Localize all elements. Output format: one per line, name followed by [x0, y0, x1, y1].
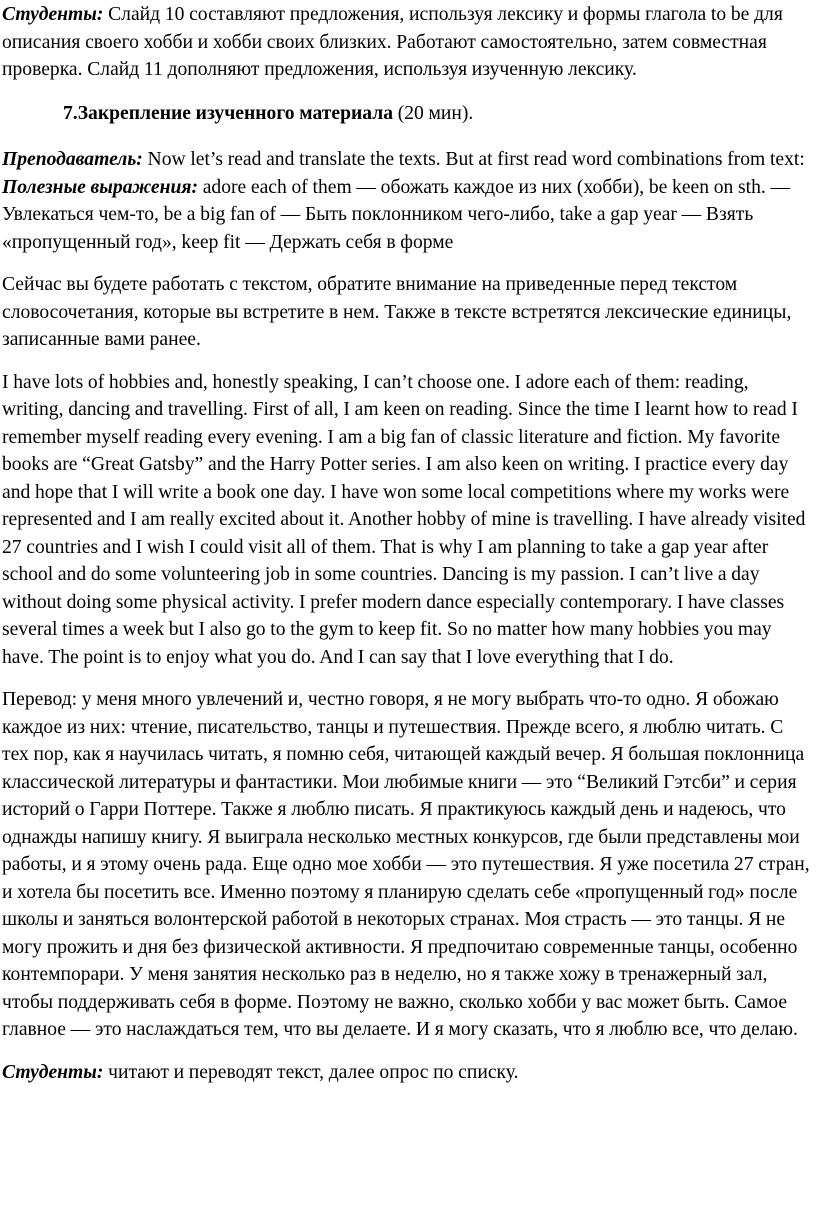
translation-paragraph: Перевод: у меня много увлечений и, честно говоря, я не могу выбрать что-то одно. Я обожаю каждое из них: чтение, писательство, танцы и путешествия. Прежде всего, я люблю читать. С тех пор, как я научилась читать, я помню себя, читающей каждый вечер. Я большая поклонница классической литературы и фантастики. Мои любимые книги — это “Великий Гэтсби” и серия историй о Гарри Поттере. Также я люблю писать. Я практикуюсь каждый день и надеюсь, что однажды напишу книгу. Я выиграла несколько местных конкурсов, где были представлены мои работы, и я этому очень рада. Еще одно мое хобби — это путешествия. Я уже посетила 27 стран, и хотела бы посетить все. Именно поэтому я планирую сделать себе «пропущенный год» после школы и заняться волонтерской работой в некоторых странах. Моя страсть — это танцы. Я не могу прожить и дня без физической активности. Я предпочитаю современные танцы, особенно контемпорари. У меня занятия несколько раз в неделю, но я также хожу в тренажерный зал, чтобы поддерживать себя в форме. Поэтому не важно, сколько хобби у вас может быть. Самое главное — это наслаждаться тем, что вы делаете. И я могу сказать, что я люблю все, что делаю. [2, 689, 810, 1040]
useful-expressions-text: adore each of them — обожать каждое из них (хобби), be keen on sth. — Увлекаться чем-то, be a big fan of — Быть поклонником чего-либо, take a gap year — Взять «пропущенный год», keep fit — Держать себя в форме [2, 176, 791, 253]
students-instruction-paragraph [2, 0, 814, 84]
section-heading-duration: (20 мин). [393, 102, 474, 124]
section-heading-title: 7.Закрепление изученного материала [63, 102, 394, 124]
teacher-instruction-paragraph [2, 146, 814, 256]
students-instruction-text: Слайд 10 составляют предложения, используя лексику и формы глагола to be для описания своего хобби и хобби своих близких. Работают самостоятельно, затем совместная проверка. Слайд 11 дополняют предложения, используя изученную лексику. [2, 4, 783, 80]
students-final-label: Студенты: [2, 1061, 104, 1083]
text-work-intro-paragraph: Сейчас вы будете работать с текстом, обратите внимание на приведенные перед текстом словосочетания, которые вы встретите в нем. Также в тексте встретятся лексические единицы, записанные вами ранее. [2, 274, 792, 350]
english-text-paragraph: I have lots of hobbies and, honestly speaking, I can’t choose one. I adore each of them: reading, writing, dancing and travelling. First of all, I am keen on reading. Since the time I learnt how to read I remember myself reading every evening. I am a big fan of classic literature and fiction. My favorite books are “Great Gatsby” and the Harry Potter series. I am also keen on writing. I practice every day and hope that I will write a book one day. I have won some local competitions where my works were represented and I am really excited about it. Another hobby of mine is travelling. I have already visited 27 countries and I wish I could visit all of them. That is why I am planning to take a gap year after school and do some volunteering job in some countries. Dancing is my passion. I can’t live a day without doing some physical activity. I prefer modern dance especially contemporary. I have classes several times a week but I also go to the gym to keep fit. So no matter how many hobbies you may have. The point is to enjoy what you do. And I can say that I love everything that I do. [2, 371, 806, 668]
students-final-paragraph [2, 1059, 814, 1087]
students-label: Студенты: [2, 4, 104, 25]
section-heading [2, 100, 814, 128]
useful-expressions-label: Полезные выражения: [2, 176, 198, 198]
students-final-text: читают и переводят текст, далее опрос по списку. [103, 1061, 519, 1083]
teacher-instruction-text: Now let’s read and translate the texts. But at first read word combinations from text: [142, 149, 805, 170]
teacher-label: Преподаватель: [2, 149, 143, 170]
